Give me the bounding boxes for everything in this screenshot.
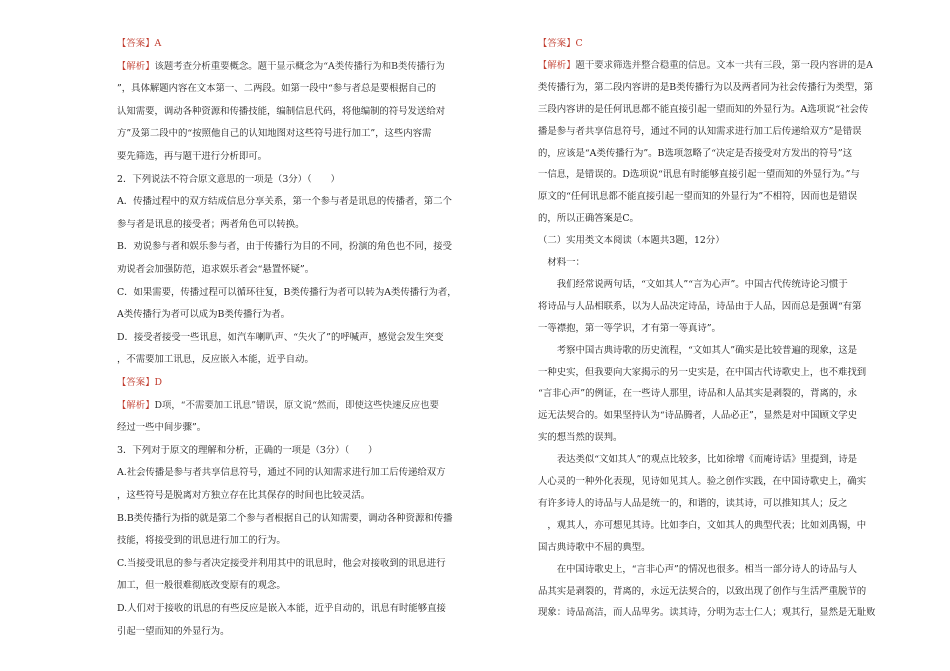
text-line: 一等襟抱，第一等学识，才有第一等真诗”。	[538, 322, 721, 334]
text-line: 的，应该是“A类传播行为”。B选项忽略了“决定是否接受对方发出的符号”这	[538, 147, 853, 159]
answer-label: 【答案】	[538, 38, 576, 49]
text-line: 类传播行为，第二段内容讲的是B类传播行为以及两者同为社会传播行为类型，第	[538, 81, 874, 93]
text-line: 加工，但一般很难彻底改变原有的观念。	[117, 580, 286, 592]
text-line: 经过一些中间步骤”。	[117, 422, 207, 434]
analysis-label: 【解析】	[117, 60, 155, 72]
answer-line	[538, 38, 883, 50]
text-line: 三段内容讲的是任何讯息都不能直接引起一望而知的外显行为。A选项说“社会传	[538, 103, 869, 115]
answer-value: D	[154, 377, 163, 388]
text-line: 参与者是讯息的接受者；两者角色可以转换。	[117, 218, 305, 230]
text-line: 现象：诗品高洁，而人品卑劣。读其诗，分明为志士仁人；观其行，显然是无耻败	[538, 607, 876, 619]
text-line: B．劝说参与者和娱乐参与者，由于传播行为目的不同，扮演的角色也不同，接受	[117, 241, 453, 253]
text-line: 国古典诗歌中不屈的典型。	[538, 541, 651, 553]
analysis-line	[117, 400, 472, 412]
text-line: 将诗品与人品相联系，以为人品决定诗品，诗品由于人品，因而总是强调“有第	[538, 300, 862, 312]
text-line: 表达类似“文如其人”的观点比较多，比如徐增《而庵诗话》里提到，诗是	[538, 454, 857, 466]
text-line: 方”及第二段中的“按照他自己的认知地图对这些符号进行加工”，这些内容需	[117, 128, 432, 140]
analysis-label: 【解析】	[538, 59, 576, 71]
text-line: A类传播行为者可以成为B类传播行为者。	[117, 309, 291, 321]
text-line: A.社会传播是参与者共享信息符号，通过不同的认知需求进行加工后传递给双方	[117, 467, 446, 479]
text-line: 劝说者会加强防范，追求娱乐者会“悬置怀疑”。	[117, 264, 315, 275]
text-line: 认知需要，调动各种资源和传播技能，编制信息代码，将他编制的符号发送给对	[117, 105, 446, 117]
text-line: 引起一望而知的外显行为。	[117, 625, 230, 637]
text-line: 我们经常说两句话，“文如其人”“言为心声”。中国古代传统诗论习惯于	[538, 278, 848, 290]
answer-label: 【答案】	[117, 377, 155, 388]
text-line: A．传播过程中的双方结成信息分享关系，第一个参与者是讯息的传播者，第二个	[117, 196, 452, 208]
text-line: 材料一：	[538, 257, 585, 268]
text-line: 有许多诗人的诗品与人品是统一的，和谐的，读其诗，可以推知其人；反之	[538, 497, 848, 509]
analysis-text: 题干要求筛选并整合稳重的信息。文本一共有三段，第一段内容讲的是A	[575, 59, 873, 71]
answer-value: A	[154, 38, 162, 49]
answer-label: 【答案】	[117, 38, 155, 49]
text-line: 技能，将接受到的讯息进行加工的行为。	[117, 535, 286, 547]
text-line: 的，所以正确答案是C。	[538, 213, 639, 225]
text-line: 考察中国古典诗歌的历史流程，“文如其人”确实是比较普遍的现象，这是	[538, 344, 857, 356]
text-line: 品其实是剥裂的，背离的，永远无法契合的，以致出现了创作与生活严重脱节的	[538, 585, 867, 597]
text-line: 实的想当然的误判。	[538, 432, 623, 444]
text-line: 播是参与者共享信息符号，通过不同的认知需求进行加工后传递给双方”是错误	[538, 125, 862, 137]
text-line: 远无法契合的。如果坚持认为“诗品腾者，人品必正”，显然是对中国顾文学史	[538, 410, 857, 422]
text-line: D.人们对于接收的讯息的有些反应是嵌入本能，近乎自动的，讯息有时能够直接	[117, 603, 446, 614]
text-line: 人心灵的一种外化表现，见诗如见其人。验之创作实践，在中国诗歌史上，确实	[538, 476, 867, 487]
text-line: C.当接受讯息的参与者决定接受并利用其中的讯息时，他会对接收到的讯息进行	[117, 557, 446, 569]
text-line: （二）实用类文本阅读（本题共3题，12分）	[538, 235, 725, 247]
analysis-text: 该题考查分析重要概念。题干显示概念为“A类传播行为和B类传播行为	[154, 60, 445, 72]
text-line: D．接受者接受一些讯息，如汽车喇叭声、“失火了”的呼喊声，感觉会发生突变	[117, 331, 444, 343]
answer-value: C	[575, 38, 583, 49]
analysis-line	[538, 60, 883, 72]
text-line: 原文的“任何讯息都不能直接引起一望而知的外显行为”不相符，因而也是错误	[538, 191, 857, 203]
text-line: B.B类传播行为指的就是第二个参与者根据自己的认知需要，调动各种资源和传播	[117, 512, 453, 524]
analysis-text: D项，“不需要加工讯息”错误，原文说“然而，即使这些快速反应也要	[154, 399, 439, 411]
text-line: ”，具体解题内容在文本第一、二两段。如第一段中“参与者总是要根据自己的	[117, 83, 436, 95]
text-line: 一信息，是错误的。D选项说“讯息有时能够直接引起一望而知的外显行为。”与	[538, 169, 860, 181]
text-line: 一种史实，但我要向大家揭示的另一史实是，在中国古代诗歌史上，也不难找到	[538, 366, 867, 378]
answer-line	[117, 377, 472, 389]
text-line: 2．下列说法不符合原文意思的一项是（3分）（ ）	[117, 173, 340, 185]
text-line: C．如果需要，传播过程可以循环往复，B类传播行为者可以转为A类传播行为者，	[117, 286, 457, 298]
answer-line	[117, 38, 472, 50]
text-line: ，观其人，亦可想见其诗。比如李白，文如其人的典型代表；比如刘禹锡，中	[538, 519, 867, 531]
text-line: ，不需要加工讯息，反应嵌入本能，近乎自动。	[117, 354, 314, 366]
text-line: “言非心声”的例证，在一些诗人那里，诗品和人品其实是剥裂的，背离的，永	[538, 388, 857, 400]
text-line: 3．下列对于原文的理解和分析，正确的一项是（3分）（ ）	[117, 444, 378, 456]
text-line: ，这些符号是脱离对方独立存在比其保存的时间也比较灵活。	[117, 490, 371, 501]
analysis-label: 【解析】	[117, 399, 155, 411]
analysis-line	[117, 61, 472, 73]
text-line: 要先筛选，再与题干进行分析即可。	[117, 151, 268, 162]
text-line: 在中国诗歌史上，“言非心声”的情况也很多。相当一部分诗人的诗品与人	[538, 563, 857, 575]
